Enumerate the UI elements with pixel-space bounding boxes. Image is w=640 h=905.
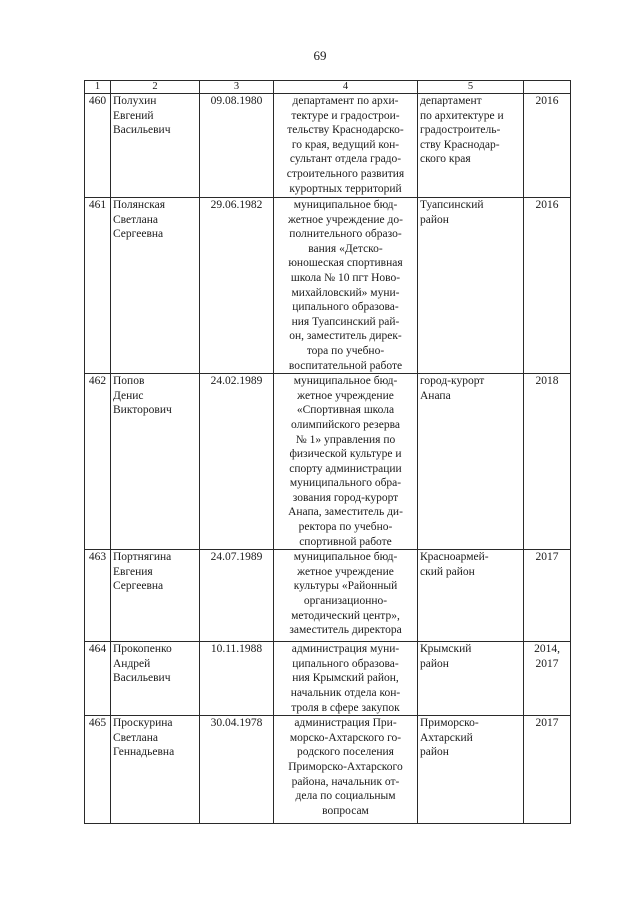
workplace-line: жетное учреждение <box>297 389 394 402</box>
workplace-line: муниципального обра- <box>289 477 402 490</box>
year-line: 2016 <box>535 199 559 211</box>
person-name-line: Сергеевна <box>113 580 164 593</box>
year <box>524 374 571 550</box>
workplace-line: вания «Детско- <box>308 242 383 255</box>
territory-line: район <box>420 657 449 670</box>
person-name-line: Сергеевна <box>113 228 164 241</box>
workplace-line: жетное учреждение до- <box>288 213 403 226</box>
territory-line: Приморско- <box>420 717 479 730</box>
territory <box>418 716 524 824</box>
workplace-line: он, заместитель дирек- <box>289 330 402 343</box>
territory-line: район <box>420 746 449 759</box>
birth-date: 24.02.1989 <box>200 374 274 550</box>
table-row <box>85 716 571 824</box>
workplace-line: «Спортивная школа <box>296 404 395 417</box>
workplace-line: курортных территорий <box>289 182 402 195</box>
row-number: 460 <box>85 94 111 198</box>
workplace-line: администрация муни- <box>291 643 400 656</box>
territory-line: Красноармей- <box>420 551 489 564</box>
column-header-4: 4 <box>274 81 418 94</box>
row-number: 463 <box>85 550 111 642</box>
workplace-line: ципального образова- <box>292 657 399 670</box>
workplace-line: ректора по учебно- <box>298 521 393 534</box>
person-name-line: Прокопенко <box>113 643 172 656</box>
table-row <box>85 198 571 374</box>
registry-table <box>84 80 571 824</box>
workplace-line: строительного развития <box>286 167 405 180</box>
workplace-line: ния Крымский район, <box>292 672 399 685</box>
year-line: 2017 <box>535 657 559 670</box>
territory <box>418 550 524 642</box>
territory <box>418 94 524 198</box>
workplace-line: департамент по архи- <box>292 95 399 107</box>
person-name-line: Геннадьевна <box>113 746 175 759</box>
workplace-line: тора по учебно- <box>306 344 385 357</box>
person-name-line: Полянская <box>113 199 165 211</box>
territory <box>418 642 524 716</box>
table-row <box>85 642 571 716</box>
territory-line: департамент <box>420 95 482 107</box>
workplace-line: олимпийского резерва <box>291 418 400 431</box>
person-name-line: Светлана <box>113 731 158 744</box>
workplace-line: тельству Краснодарско- <box>287 124 404 137</box>
workplace-position <box>274 374 418 550</box>
territory-line: градостроитель- <box>420 124 501 137</box>
territory-line: Туапсинский <box>420 199 484 211</box>
year <box>524 716 571 824</box>
workplace-line: администрация При- <box>294 717 397 730</box>
workplace-line: родского поселения <box>297 746 394 759</box>
workplace-line: ципального образова- <box>292 301 399 314</box>
person-name-line: Васильевич <box>113 672 171 685</box>
workplace-line: полнительного образо- <box>289 228 402 241</box>
workplace-line: муниципальное бюд- <box>293 551 398 564</box>
person-name-line: Полухин <box>113 95 157 107</box>
workplace-line: воспитательной работе <box>288 359 403 372</box>
workplace-line: морско-Ахтарского го- <box>289 731 402 744</box>
territory-line: по архитектуре и <box>420 109 504 122</box>
workplace-position <box>274 198 418 374</box>
person-name-line: Проскурина <box>113 717 173 730</box>
territory-line: Крымский <box>420 643 472 656</box>
territory-line: Анапа <box>420 389 451 402</box>
column-header-5: 5 <box>418 81 524 94</box>
workplace-line: заместитель директора <box>289 624 402 637</box>
workplace-line: организационно- <box>303 595 388 608</box>
workplace-line: спорту администрации <box>289 462 402 475</box>
column-header-6 <box>524 81 571 94</box>
person-name <box>111 550 200 642</box>
year-line: 2018 <box>535 375 559 388</box>
person-name <box>111 198 200 374</box>
person-name-line: Евгений <box>113 109 154 122</box>
workplace-position <box>274 642 418 716</box>
workplace-line: го края, ведущий кон- <box>291 138 400 151</box>
person-name <box>111 374 200 550</box>
birth-date: 10.11.1988 <box>200 642 274 716</box>
workplace-line: юношеская спортивная <box>288 257 403 270</box>
workplace-line: школа № 10 пгт Ново- <box>290 271 401 284</box>
workplace-line: муниципальное бюд- <box>293 375 398 388</box>
person-name-line: Попов <box>113 375 145 388</box>
workplace-line: культуры «Районный <box>293 580 398 593</box>
workplace-line: дела по социальным <box>295 790 396 803</box>
column-header-3: 3 <box>200 81 274 94</box>
territory-line: ский район <box>420 565 475 578</box>
territory <box>418 198 524 374</box>
territory-line: район <box>420 213 449 226</box>
territory <box>418 374 524 550</box>
page-number: 69 <box>313 48 327 63</box>
workplace-line: района, начальник от- <box>291 775 400 788</box>
column-header-1: 1 <box>85 81 111 94</box>
workplace-line: начальник отдела кон- <box>290 687 401 700</box>
row-number: 461 <box>85 198 111 374</box>
workplace-line: тектуре и градострои- <box>291 109 400 122</box>
person-name <box>111 94 200 198</box>
person-name-line: Светлана <box>113 213 158 226</box>
person-name <box>111 716 200 824</box>
territory-line: город-курорт <box>420 375 485 388</box>
person-name-line: Андрей <box>113 657 151 670</box>
workplace-line: № 1» управления по <box>295 433 396 446</box>
year-line: 2017 <box>535 551 559 564</box>
year <box>524 550 571 642</box>
territory-line: Ахтарский <box>420 731 473 744</box>
workplace-line: ния Туапсинский рай- <box>291 315 400 328</box>
person-name <box>111 642 200 716</box>
workplace-position <box>274 94 418 198</box>
person-name-line: Портнягина <box>113 551 172 564</box>
year <box>524 94 571 198</box>
year-line: 2014, <box>534 643 560 656</box>
birth-date: 24.07.1989 <box>200 550 274 642</box>
header-row <box>85 81 571 94</box>
row-number: 464 <box>85 642 111 716</box>
person-name-line: Евгения <box>113 565 153 578</box>
birth-date: 29.06.1982 <box>200 198 274 374</box>
workplace-line: михайловский» муни- <box>291 286 400 299</box>
workplace-line: муниципальное бюд- <box>293 199 398 211</box>
year-line: 2016 <box>535 95 559 107</box>
workplace-position <box>274 550 418 642</box>
person-name-line: Викторович <box>113 404 172 417</box>
workplace-line: Анапа, заместитель ди- <box>288 506 403 519</box>
workplace-line: Приморско-Ахтарского <box>288 761 403 773</box>
workplace-line: зования город-курорт <box>292 491 399 504</box>
territory-line: ству Краснодар- <box>420 138 500 151</box>
workplace-line: спортивной работе <box>299 535 392 548</box>
workplace-position <box>274 716 418 824</box>
workplace-line: сультант отдела градо- <box>289 153 402 166</box>
birth-date: 30.04.1978 <box>200 716 274 824</box>
workplace-line: методический центр», <box>291 609 400 622</box>
year-line: 2017 <box>535 717 559 730</box>
column-header-2: 2 <box>111 81 200 94</box>
workplace-line: физической культуре и <box>289 448 402 461</box>
table-row <box>85 94 571 198</box>
workplace-line: троля в сфере закупок <box>291 701 400 714</box>
birth-date: 09.08.1980 <box>200 94 274 198</box>
year <box>524 642 571 716</box>
row-number: 462 <box>85 374 111 550</box>
workplace-line: вопросам <box>322 804 369 817</box>
row-number: 465 <box>85 716 111 824</box>
table-row <box>85 374 571 550</box>
person-name-line: Денис <box>113 389 144 402</box>
year <box>524 198 571 374</box>
workplace-line: жетное учреждение <box>297 565 394 578</box>
territory-line: ского края <box>420 153 471 166</box>
table-row <box>85 550 571 642</box>
person-name-line: Васильевич <box>113 124 171 137</box>
